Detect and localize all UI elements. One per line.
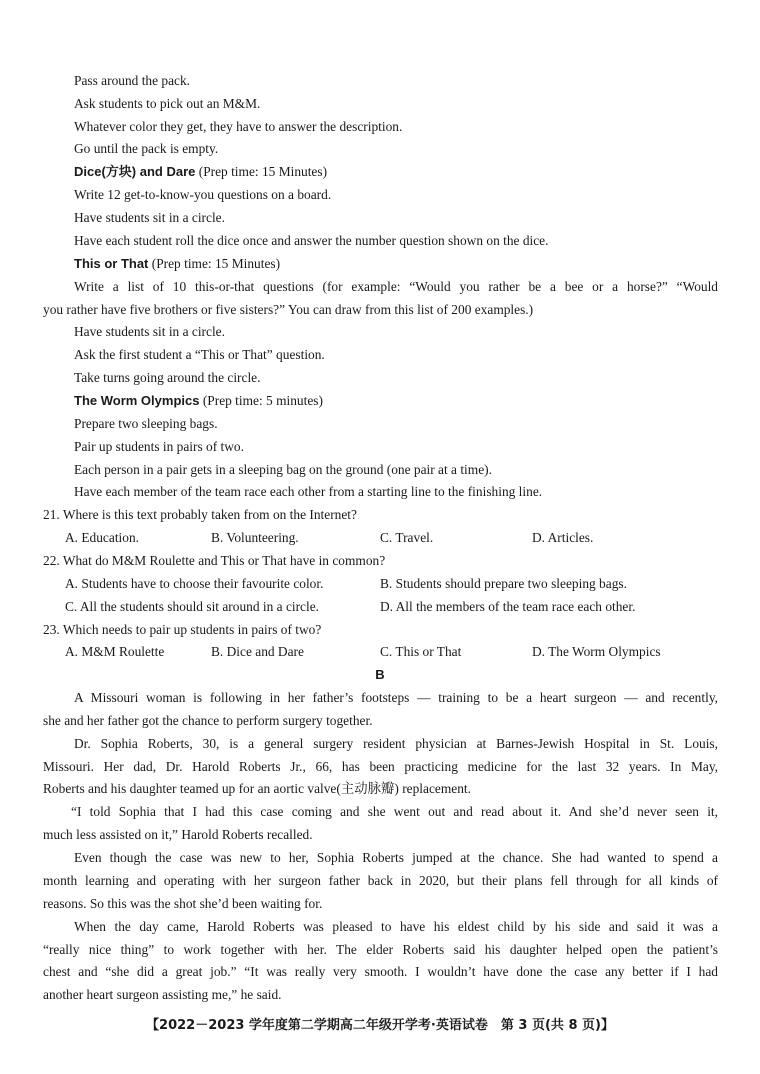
dice-step: Have students sit in a circle. (74, 210, 225, 225)
worm-prep: (Prep time: 5 minutes) (202, 393, 323, 408)
passage-line: another heart surgeon assisting me,” he said. (43, 987, 282, 1002)
worm-step: Pair up students in pairs of two. (74, 439, 244, 454)
dice-heading (74, 163, 327, 181)
question-option[interactable]: D. Articles. (532, 530, 594, 545)
question-option[interactable]: D. The Worm Olympics (532, 644, 661, 659)
passage-line: much less assisted on it,” Harold Roberts recalled. (43, 827, 313, 842)
this-or-that-step: Have students sit in a circle. (74, 324, 225, 339)
question-option[interactable]: D. All the members of the team race each other. (380, 599, 636, 614)
section-heading: B (375, 667, 385, 682)
question-option[interactable]: A. Students have to choose their favourite color. (65, 576, 324, 591)
page-footer: 【2022－2023 学年度第二学期高二年级开学考·英语试卷 第 3 页(共 8 页)】 (146, 1018, 614, 1033)
mm-step: Whatever color they get, they have to answer the description. (74, 119, 403, 134)
passage-line: she and her father got the chance to perform surgery together. (43, 713, 373, 728)
passage-line: Even though the case was new to her, Sophia Roberts jumped at the chance. She had wanted to spend a (74, 850, 718, 865)
this-or-that-write-line: Write a list of 10 this-or-that questions (for example: “Would you rather be a bee or a horse?” “Would (74, 279, 718, 294)
dice-title: Dice(方块) and Dare (74, 164, 196, 179)
mm-step: Go until the pack is empty. (74, 141, 219, 156)
worm-step: Each person in a pair gets in a sleeping bag on the ground (one pair at a time). (74, 462, 492, 477)
question-stem: 21. Where is this text probably taken from on the Internet? (43, 507, 357, 522)
passage-line: Dr. Sophia Roberts, 30, is a general surgery resident physician at Barnes-Jewish Hospital in St. Louis, (74, 736, 718, 751)
dice-step: Have each student roll the dice once and answer the number question shown on the dice. (74, 233, 549, 248)
mm-step: Pass around the pack. (74, 73, 191, 88)
passage-line: “I told Sophia that I had this case coming and she went out and read about it. And she’d never seen it, (71, 804, 718, 819)
passage-line: chest and “she did a great job.” “It was really very smooth. I wouldn’t have done the case any better if I had (43, 964, 718, 979)
worm-heading (74, 392, 323, 410)
passage-line: A Missouri woman is following in her father’s footsteps — training to be a heart surgeon — and recently, (74, 690, 718, 705)
dice-step: Write 12 get-to-know-you questions on a board. (74, 187, 332, 202)
question-option[interactable]: C. This or That (380, 644, 462, 659)
passage-line: “really nice thing” to work together with her. The elder Roberts said his daughter helped open the patient’s (43, 942, 718, 957)
worm-title: The Worm Olympics (74, 393, 200, 408)
passage-line: Roberts and his daughter teamed up for an aortic valve(主动脉瓣) replacement. (43, 781, 471, 796)
question-option[interactable]: B. Dice and Dare (211, 644, 304, 659)
this-or-that-heading (74, 255, 280, 273)
this-or-that-write-line: you rather have five brothers or five sisters?” You can draw from this list of 200 examples.) (43, 302, 534, 317)
this-or-that-title: This or That (74, 256, 149, 271)
this-or-that-prep: (Prep time: 15 Minutes) (151, 256, 281, 271)
question-stem: 22. What do M&M Roulette and This or That have in common? (43, 553, 386, 568)
passage-line: Missouri. Her dad, Dr. Harold Roberts Jr., 66, has been practicing medicine for the last 32 years. In May, (43, 759, 718, 774)
question-option[interactable]: B. Volunteering. (211, 530, 299, 545)
question-option[interactable]: C. All the students should sit around in a circle. (65, 599, 320, 614)
question-stem: 23. Which needs to pair up students in pairs of two? (43, 622, 322, 637)
mm-step: Ask students to pick out an M&M. (74, 96, 261, 111)
passage-line: month learning and operating with her surgeon father back in 2020, but their plans fell through for all kinds of (43, 873, 718, 888)
this-or-that-step: Ask the first student a “This or That” question. (74, 347, 325, 362)
question-option[interactable]: C. Travel. (380, 530, 434, 545)
question-option[interactable]: A. M&M Roulette (65, 644, 165, 659)
worm-step: Prepare two sleeping bags. (74, 416, 218, 431)
passage-line: reasons. So this was the shot she’d been waiting for. (43, 896, 323, 911)
worm-step: Have each member of the team race each other from a starting line to the finishing line. (74, 484, 543, 499)
passage-line: When the day came, Harold Roberts was pleased to have his eldest child by his side and said it was a (74, 919, 718, 934)
question-option[interactable]: B. Students should prepare two sleeping bags. (380, 576, 627, 591)
dice-prep: (Prep time: 15 Minutes) (198, 164, 328, 179)
question-option[interactable]: A. Education. (65, 530, 140, 545)
this-or-that-step: Take turns going around the circle. (74, 370, 261, 385)
